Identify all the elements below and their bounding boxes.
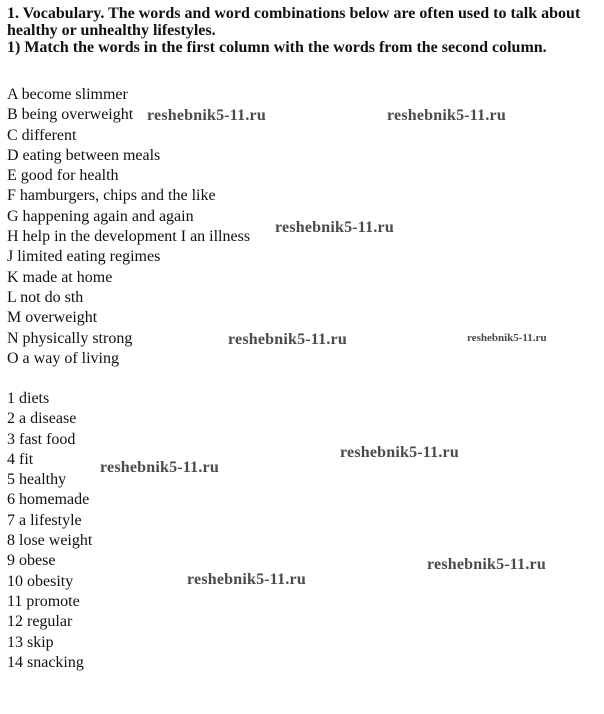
exercise-instruction: 1) Match the words in the first column with the words from the second column.: [7, 39, 547, 56]
list-item: 2 a disease: [7, 410, 77, 428]
watermark: reshebnik5-11.ru: [187, 571, 306, 588]
list-item: M overweight: [7, 309, 98, 327]
list-item: 12 regular: [7, 613, 73, 631]
list-item: G happening again and again: [7, 207, 194, 225]
list-item: A become slimmer: [7, 86, 128, 103]
watermark: reshebnik5-11.ru: [340, 444, 459, 461]
list-item: 4 fit: [7, 450, 34, 468]
vocabulary-list: [7, 389, 92, 673]
list-item: 9 obese: [7, 552, 56, 570]
list-item: N physically strong: [7, 329, 133, 347]
list-item: 14 snacking: [7, 653, 84, 671]
list-item: B being overweight: [7, 106, 134, 124]
watermark: reshebnik5-11.ru: [100, 459, 219, 476]
list-item: 6 homemade: [7, 491, 90, 509]
list-item: 3 fast food: [7, 430, 76, 448]
list-item: F hamburgers, chips and the like: [7, 187, 216, 205]
watermark: reshebnik5-11.ru: [147, 107, 266, 124]
watermark: reshebnik5-11.ru: [427, 556, 546, 573]
watermark: reshebnik5-11.ru: [275, 219, 394, 236]
list-item: 1 diets: [7, 390, 50, 407]
watermark: reshebnik5-11.ru: [467, 332, 547, 344]
list-item: E good for health: [7, 167, 119, 185]
watermark: reshebnik5-11.ru: [228, 331, 347, 348]
list-item: 11 promote: [7, 592, 80, 610]
list-item: 13 skip: [7, 633, 54, 651]
list-item: K made at home: [7, 268, 113, 286]
exercise-title: 1. Vocabulary. The words and word combinations below are often used to talk about healthy or unhealthy lifestyles.: [7, 5, 581, 39]
list-item: 7 a lifestyle: [7, 511, 82, 529]
list-item: H help in the development I an illness: [7, 228, 251, 246]
watermark: reshebnik5-11.ru: [387, 107, 506, 124]
list-item: L not do sth: [7, 288, 84, 306]
list-item: J limited eating regimes: [7, 248, 161, 266]
exercise-heading: [7, 5, 597, 56]
list-item: 5 healthy: [7, 471, 67, 489]
list-item: 8 lose weight: [7, 532, 93, 550]
list-item: 10 obesity: [7, 572, 74, 590]
list-item: C different: [7, 126, 77, 144]
definitions-list: [7, 85, 250, 369]
list-item: O a way of living: [7, 349, 119, 367]
list-item: D eating between meals: [7, 146, 161, 164]
